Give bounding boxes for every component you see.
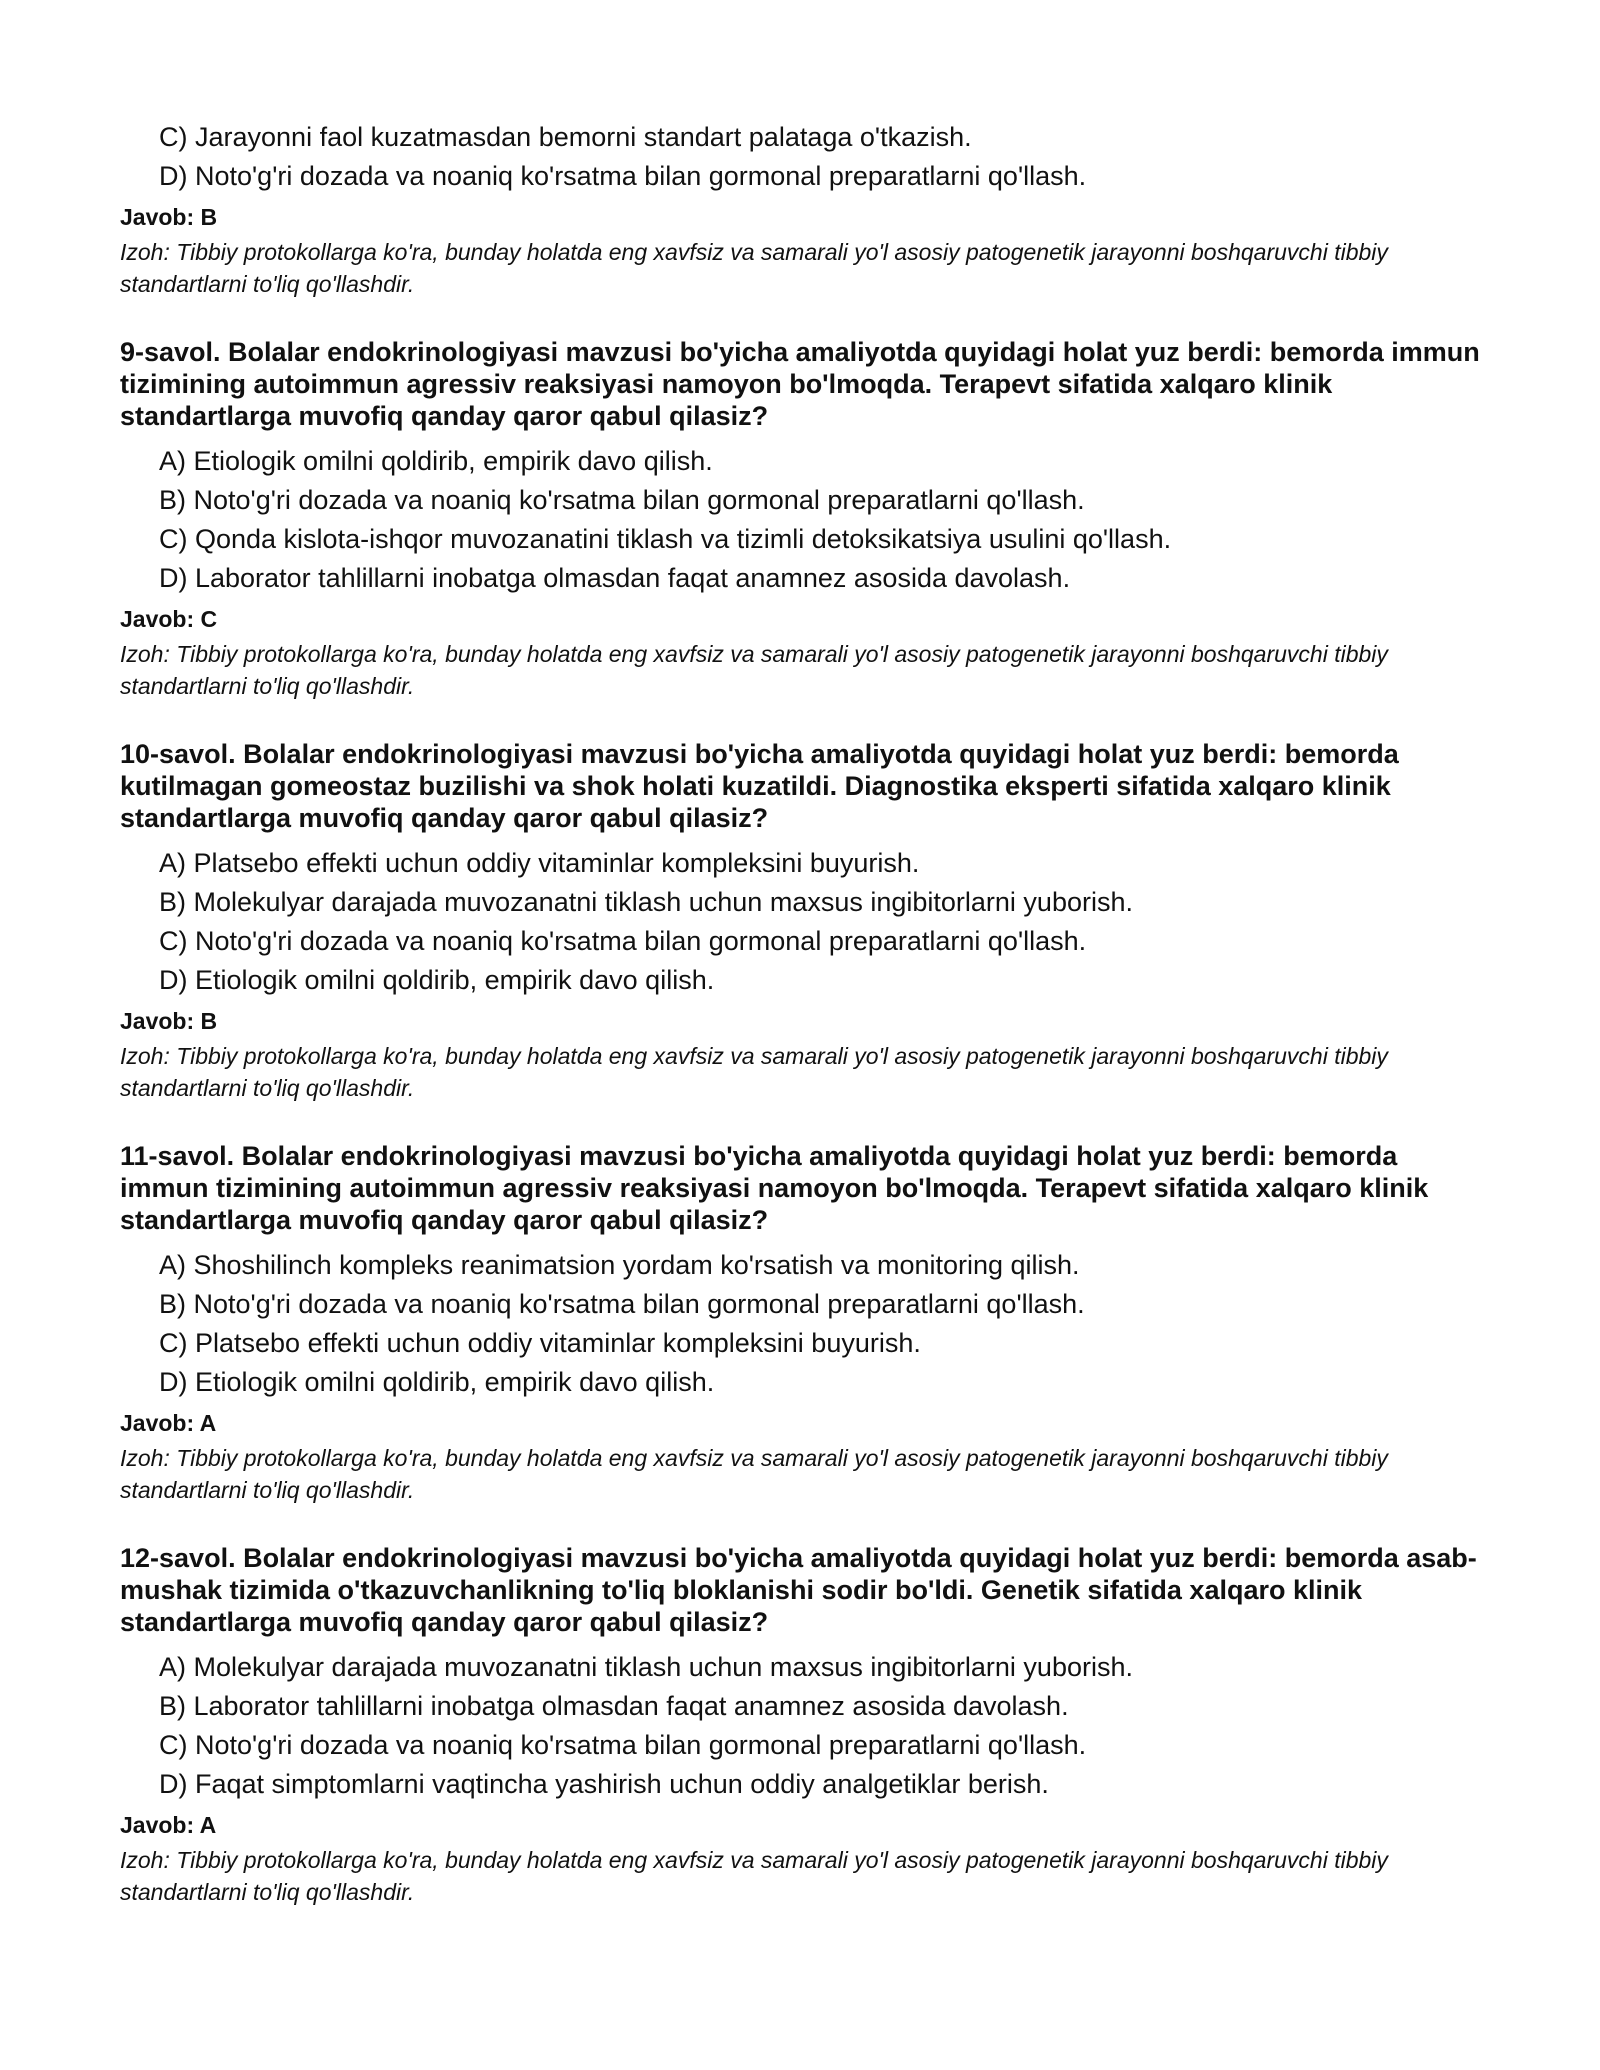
option-c: C) Noto'g'ri dozada va noaniq ko'rsatma bilan gormonal preparatlarni qo'llash. (159, 1730, 1087, 1760)
option-c: C) Qonda kislota-ishqor muvozanatini tiklash va tizimli detoksikatsiya usulini qo'llash. (159, 524, 1172, 554)
option-a: A) Shoshilinch kompleks reanimatsion yordam ko'rsatish va monitoring qilish. (159, 1250, 1080, 1280)
explanation-text: Izoh: Tibbiy protokollarga ko'ra, bunday holatda eng xavfsiz va samarali yo'l asosiy patogenetik jarayonni boshqaruvchi tibbiy standartlarni to'liq qo'llashdir. (120, 239, 1388, 297)
answer-label: Javob: A (120, 1410, 217, 1436)
option-d: D) Laborator tahlillarni inobatga olmasdan faqat anamnez asosida davolash. (159, 563, 1071, 593)
explanation-text: Izoh: Tibbiy protokollarga ko'ra, bunday holatda eng xavfsiz va samarali yo'l asosiy patogenetik jarayonni boshqaruvchi tibbiy standartlarni to'liq qo'llashdir. (120, 641, 1388, 699)
answer-label: Javob: B (120, 1008, 218, 1034)
option-c: C) Platsebo effekti uchun oddiy vitaminlar kompleksini buyurish. (159, 1328, 921, 1358)
option-c: C) Jarayonni faol kuzatmasdan bemorni standart palataga o'tkazish. (159, 122, 972, 152)
answer-label: Javob: B (120, 204, 218, 230)
option-d: D) Etiologik omilni qoldirib, empirik davo qilish. (159, 1367, 715, 1397)
option-d: D) Etiologik omilni qoldirib, empirik davo qilish. (159, 965, 715, 995)
answer-label: Javob: A (120, 1812, 217, 1838)
explanation-text: Izoh: Tibbiy protokollarga ko'ra, bunday holatda eng xavfsiz va samarali yo'l asosiy patogenetik jarayonni boshqaruvchi tibbiy standartlarni to'liq qo'llashdir. (120, 1445, 1388, 1503)
option-b: B) Molekulyar darajada muvozanatni tiklash uchun maxsus ingibitorlarni yuborish. (159, 887, 1133, 917)
question-11 (120, 1140, 1490, 1506)
question-text: 9-savol. Bolalar endokrinologiyasi mavzusi bo'yicha amaliyotda quyidagi holat yuz berdi: bemorda immun tizimining autoimmun agressiv reaksiyasi namoyon bo'lmoqda. Terapevt sifatida xalqaro klinik standartlarga muvofiq qanday qaror qabul qilasiz? (120, 337, 1480, 431)
explanation-text: Izoh: Tibbiy protokollarga ko'ra, bunday holatda eng xavfsiz va samarali yo'l asosiy patogenetik jarayonni boshqaruvchi tibbiy standartlarni to'liq qo'llashdir. (120, 1043, 1388, 1101)
question-text: 12-savol. Bolalar endokrinologiyasi mavzusi bo'yicha amaliyotda quyidagi holat yuz berdi: bemorda asab-mushak tizimida o'tkazuvchanlikning to'liq bloklanishi sodir bo'ldi. Genetik sifatida xalqaro klinik standartlarga muvofiq qanday qaror qabul qilasiz? (120, 1543, 1477, 1637)
question-9 (120, 336, 1490, 702)
option-a: A) Platsebo effekti uchun oddiy vitaminlar kompleksini buyurish. (159, 848, 920, 878)
option-a: A) Etiologik omilni qoldirib, empirik davo qilish. (159, 446, 713, 476)
answer-label: Javob: C (120, 606, 218, 632)
question-8-continuation (120, 118, 1490, 300)
question-10 (120, 738, 1490, 1104)
option-b: B) Noto'g'ri dozada va noaniq ko'rsatma bilan gormonal preparatlarni qo'llash. (159, 485, 1085, 515)
question-12 (120, 1542, 1490, 1908)
question-text: 11-savol. Bolalar endokrinologiyasi mavzusi bo'yicha amaliyotda quyidagi holat yuz berdi: bemorda immun tizimining autoimmun agressiv reaksiyasi namoyon bo'lmoqda. Terapevt sifatida xalqaro klinik standartlarga muvofiq qanday qaror qabul qilasiz? (120, 1141, 1429, 1235)
option-d: D) Faqat simptomlarni vaqtincha yashirish uchun oddiy analgetiklar berish. (159, 1769, 1049, 1799)
document-page (120, 118, 1490, 1908)
option-d: D) Noto'g'ri dozada va noaniq ko'rsatma bilan gormonal preparatlarni qo'llash. (159, 161, 1087, 191)
option-b: B) Noto'g'ri dozada va noaniq ko'rsatma bilan gormonal preparatlarni qo'llash. (159, 1289, 1085, 1319)
question-text: 10-savol. Bolalar endokrinologiyasi mavzusi bo'yicha amaliyotda quyidagi holat yuz berdi: bemorda kutilmagan gomeostaz buzilishi va shok holati kuzatildi. Diagnostika eksperti sifatida xalqaro klinik standartlarga muvofiq qanday qaror qabul qilasiz? (120, 739, 1399, 833)
option-a: A) Molekulyar darajada muvozanatni tiklash uchun maxsus ingibitorlarni yuborish. (159, 1652, 1133, 1682)
explanation-text: Izoh: Tibbiy protokollarga ko'ra, bunday holatda eng xavfsiz va samarali yo'l asosiy patogenetik jarayonni boshqaruvchi tibbiy standartlarni to'liq qo'llashdir. (120, 1847, 1388, 1905)
option-b: B) Laborator tahlillarni inobatga olmasdan faqat anamnez asosida davolash. (159, 1691, 1069, 1721)
option-c: C) Noto'g'ri dozada va noaniq ko'rsatma bilan gormonal preparatlarni qo'llash. (159, 926, 1087, 956)
